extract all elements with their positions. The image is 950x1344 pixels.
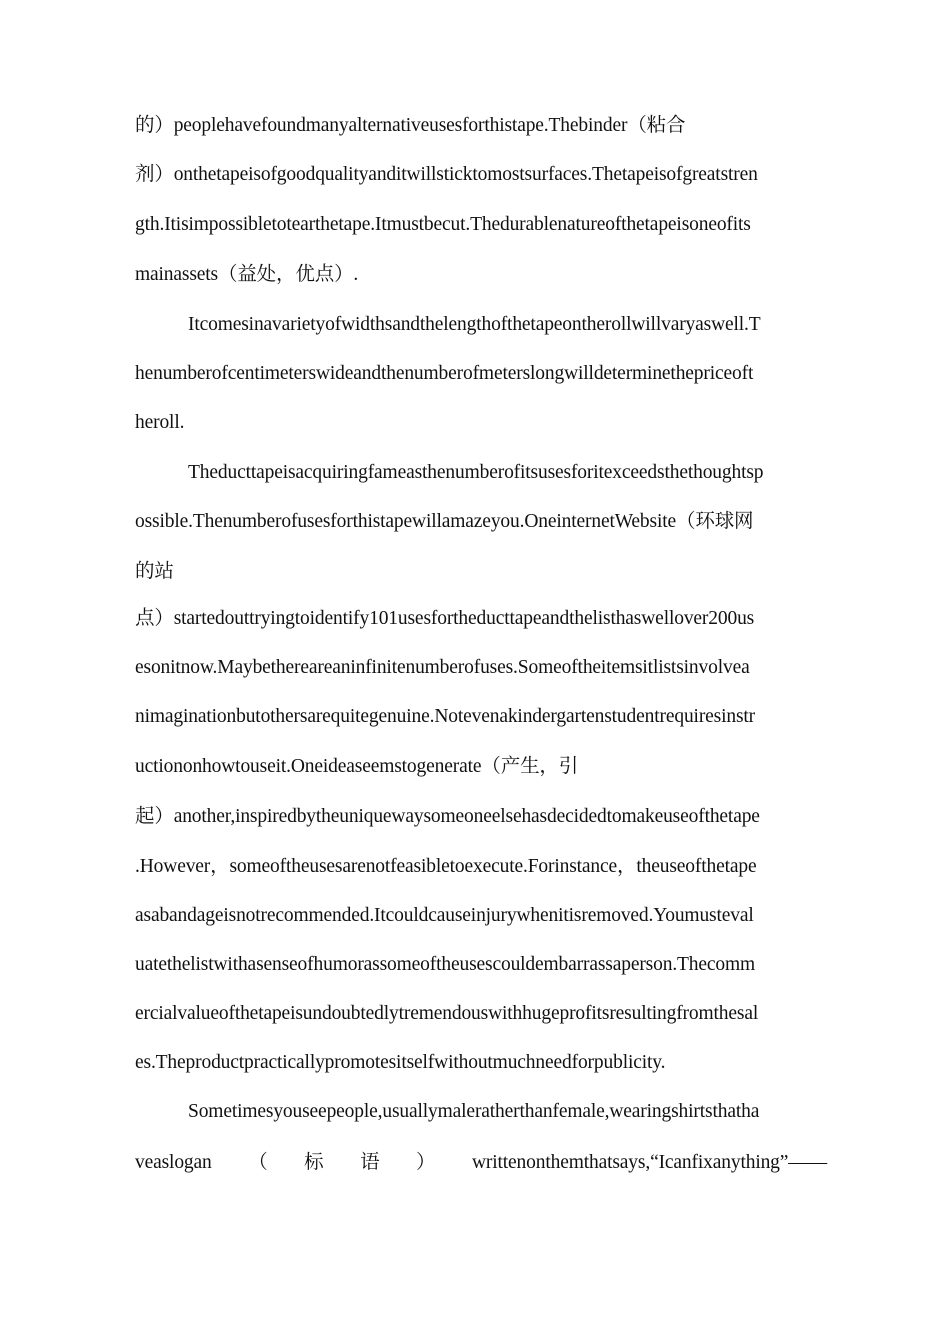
paragraph-start-line: Theducttapeisacquiringfameasthenumberofitsusesforitexceedsthethoughtsp bbox=[188, 462, 764, 483]
text-fragment: 标 bbox=[304, 1152, 324, 1173]
justified-text-line bbox=[135, 1151, 827, 1175]
text-line: heroll. bbox=[135, 412, 185, 433]
text-line: 的）peoplehavefoundmanyalternativeusesforthistape.Thebinder（粘合 bbox=[135, 115, 686, 136]
text-fragment: ） bbox=[416, 1152, 436, 1173]
text-line: 的站 bbox=[135, 561, 174, 582]
text-line: mainassets（益处，优点）. bbox=[135, 264, 359, 285]
text-line: 点）startedouttryingtoidentify101usesfortheducttapeandthelisthaswellover200us bbox=[135, 608, 755, 629]
text-line: asabandageisnotrecommended.Itcouldcauseinjurywhenitisremoved.Youmusteval bbox=[135, 905, 754, 926]
paragraph-start-line: Itcomesinavarietyofwidthsandthelengthofthetapeontherollwillvaryaswell.T bbox=[188, 314, 761, 335]
paragraph-start-line: Sometimesyouseepeople,usuallymaleratherthanfemale,wearingshirtsthatha bbox=[188, 1101, 760, 1122]
text-line: uctiononhowtouseit.Oneideaseemstogenerate（产生，引 bbox=[135, 756, 579, 777]
text-fragment: veaslogan bbox=[135, 1152, 212, 1173]
text-line: 剂）onthetapeisofgoodqualityanditwillsticktomostsurfaces.Thetapeisofgreatstren bbox=[135, 164, 758, 185]
text-fragment: writtenonthemthatsays,“Icanfixanything”—— bbox=[471, 1152, 827, 1173]
text-fragment: 语 bbox=[360, 1152, 380, 1173]
text-line: henumberofcentimeterswideandthenumberofmeterslongwilldeterminethepriceoft bbox=[135, 363, 754, 384]
text-line: es.Theproductpracticallypromotesitselfwithoutmuchneedforpublicity. bbox=[135, 1052, 666, 1073]
text-line: 起）another,inspiredbytheuniquewaysomeoneelsehasdecidedtomakeuseofthetape bbox=[135, 806, 760, 827]
text-line: nimaginationbutothersarequitegenuine.Notevenakindergartenstudentrequiresinstr bbox=[135, 706, 756, 727]
text-line: ossible.Thenumberofusesforthistapewillamazeyou.OneinternetWebsite（环球网 bbox=[135, 511, 754, 532]
text-fragment: （ bbox=[248, 1152, 268, 1173]
text-line: .However，someoftheusesarenotfeasibletoexecute.Forinstance，theuseofthetape bbox=[135, 856, 757, 877]
text-line: ercialvalueofthetapeisundoubtedlytremendouswithhugeprofitsresultingfromthesal bbox=[135, 1003, 759, 1024]
text-line: uatethelistwithasenseofhumorassomeoftheusescouldembarrassaperson.Thecomm bbox=[135, 954, 756, 975]
text-line: esonitnow.Maybethereareaninfinitenumberofuses.Someoftheitemsitlistsinvolvea bbox=[135, 657, 750, 678]
text-line: gth.Itisimpossibletotearthetape.Itmustbecut.Thedurablenatureofthetapeisoneofits bbox=[135, 214, 751, 235]
